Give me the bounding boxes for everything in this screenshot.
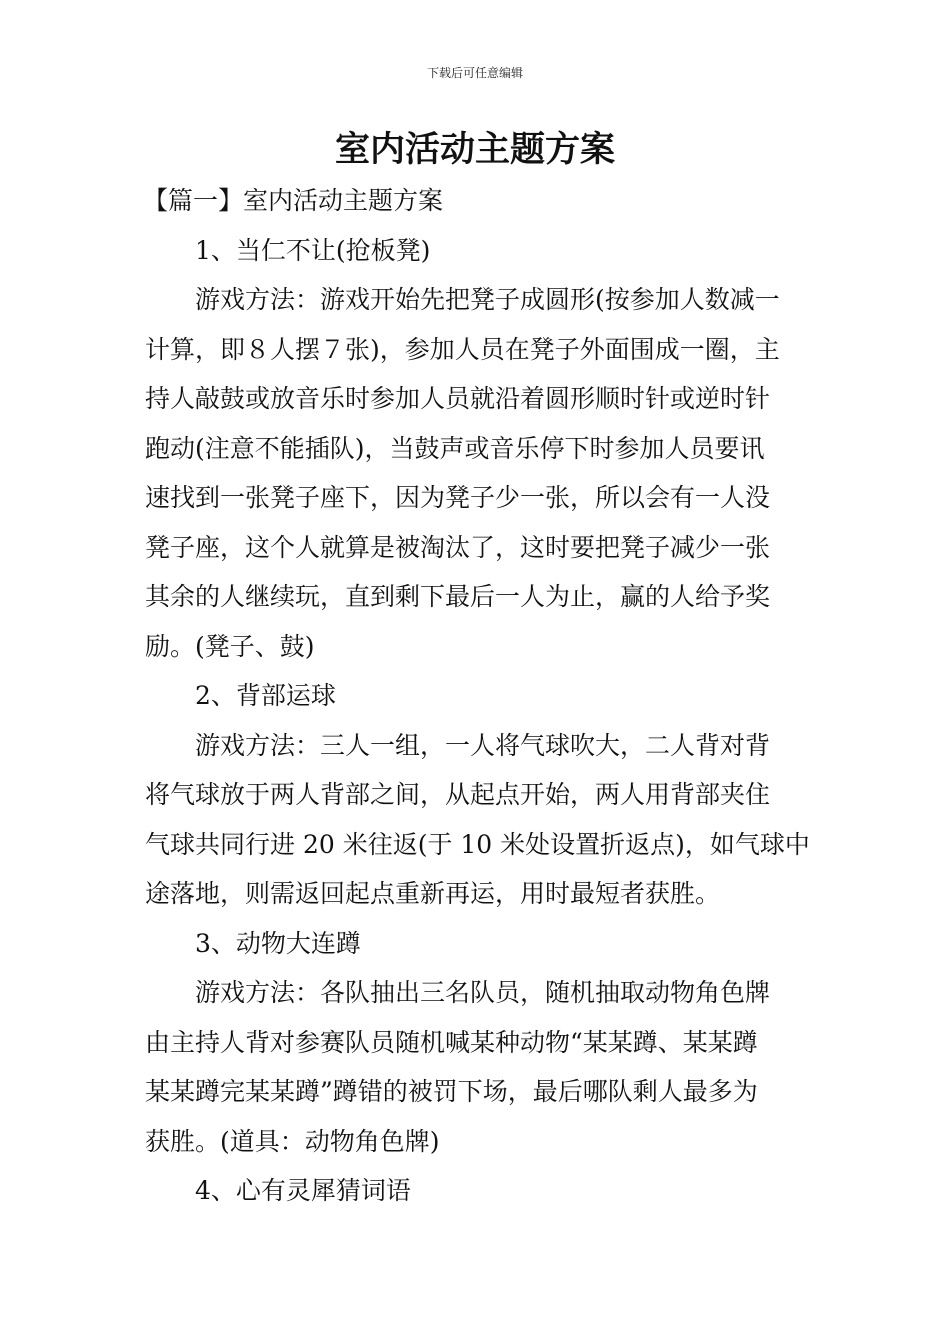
paragraph-line: 由主持人背对参赛队员随机喊某种动物“某某蹲、某某蹲 (145, 1027, 758, 1057)
paragraph-line: 励。(凳子、鼓) (145, 631, 315, 661)
paragraph-line: 游戏方法：三人一组，一人将气球吹大，二人背对背 (195, 730, 771, 760)
paragraph-line: 将气球放于两人背部之间，从起点开始，两人用背部夹住 (145, 780, 771, 809)
paragraph-line: 持人敲鼓或放音乐时参加人员就沿着圆形顺时针或逆时针 (145, 384, 771, 413)
header-note: 下载后可任意编辑 (426, 66, 523, 80)
item-heading: 2、背部运球 (195, 681, 336, 710)
item-heading: 1、当仁不让(抢板凳) (195, 235, 431, 265)
paragraph-line: 获胜。(道具：动物角色牌) (145, 1126, 440, 1156)
paragraph-line: 凳子座，这个人就算是被淘汰了，这时要把凳子减少一张 (145, 532, 771, 562)
item-heading: 3、动物大连蹲 (195, 928, 361, 958)
paragraph-line: 跑动(注意不能插队)，当鼓声或音乐停下时参加人员要讯 (145, 433, 765, 463)
paragraph-line: 其余的人继续玩，直到剩下最后一人为止，赢的人给予奖 (145, 582, 771, 611)
paragraph-line: 游戏方法：游戏开始先把凳子成圆形(按参加人数减一 (195, 285, 780, 314)
paragraph-line: 某某蹲完某某蹲”蹲错的被罚下场，最后哪队剩人最多为 (145, 1077, 758, 1106)
paragraph-line: 游戏方法：各队抽出三名队员，随机抽取动物角色牌 (195, 978, 771, 1007)
document-title: 室内活动主题方案 (334, 129, 615, 170)
item-heading: 4、心有灵犀猜词语 (195, 1176, 411, 1205)
paragraph-line: 速找到一张凳子座下，因为凳子少一张，所以会有一人没 (145, 483, 771, 512)
document-body (143, 176, 810, 1216)
paragraph-line: 气球共同行进 20 米往返(于 10 米处设置折返点)，如气球中 (145, 829, 810, 859)
paragraph-line: 计算，即８人摆７张)，参加人员在凳子外面围成一圈，主 (145, 334, 780, 364)
section-heading: 【篇一】室内活动主题方案 (143, 186, 444, 215)
paragraph-line: 途落地，则需返回起点重新再运，用时最短者获胜。 (145, 879, 721, 908)
